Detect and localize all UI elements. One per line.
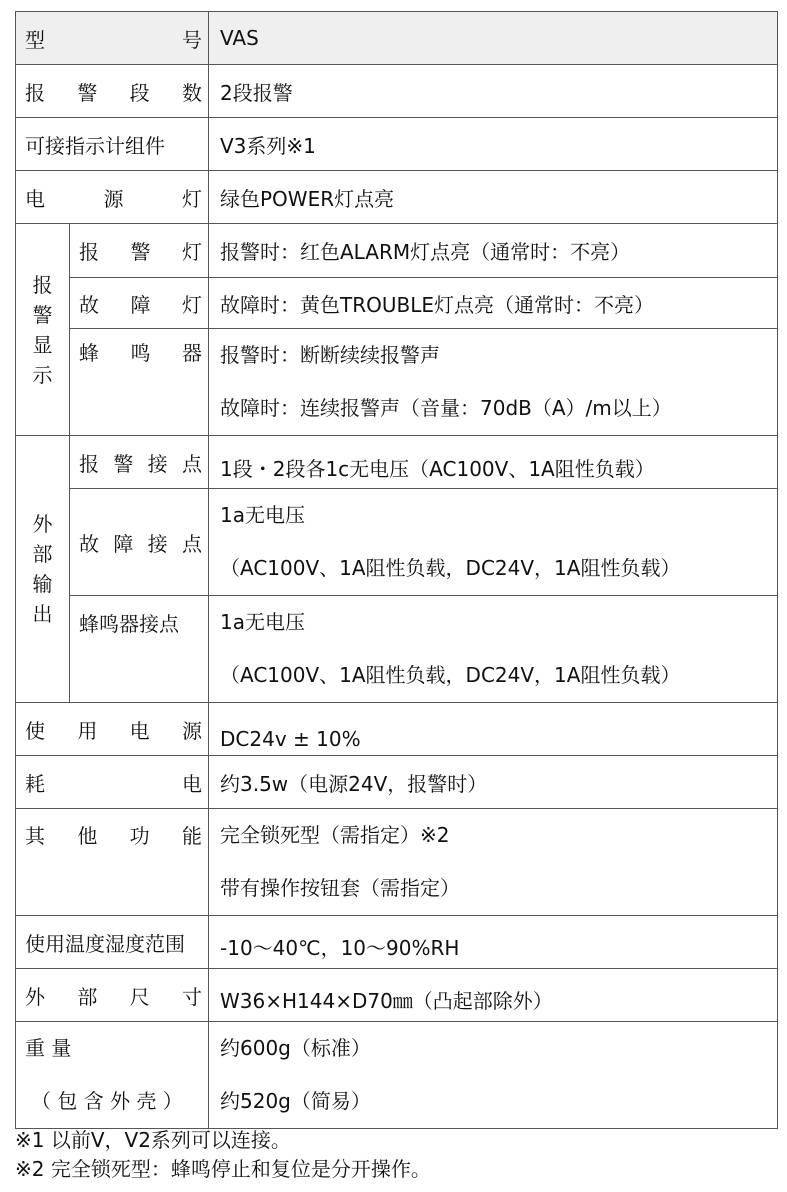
value-power-supply: DC24v ± 10%	[209, 703, 778, 756]
label-compatible-components: 可接指示计组件	[16, 118, 209, 171]
label-buzzer-contact: 蜂鸣器接点	[70, 596, 209, 703]
label-char: 接	[147, 531, 168, 556]
label-char: 障	[113, 531, 134, 556]
row-alarm-contact	[16, 436, 778, 489]
label-char: 使	[25, 718, 45, 743]
value-alarm-lamp: 报警时：红色ALARM灯点亮（通常时：不亮）	[209, 224, 778, 278]
label-char: 功	[129, 823, 150, 848]
label-char: 型	[25, 27, 45, 52]
row-buzzer	[16, 329, 778, 436]
label-alarm-lamp	[70, 224, 209, 278]
row-trouble-lamp	[16, 278, 778, 329]
value-line: 1a无电压	[220, 503, 305, 527]
label-weight	[16, 1022, 209, 1129]
label-alarm-stages	[16, 65, 209, 118]
row-dimensions	[16, 969, 778, 1022]
value-line: （AC100V、1A阻性负载，DC24V，1A阻性负载）	[220, 556, 681, 580]
label-char: 外	[25, 984, 45, 1009]
label-char: 耗	[25, 771, 45, 796]
label-char: 外	[110, 1089, 131, 1113]
group-external-output	[16, 436, 70, 703]
label-char: 故	[79, 292, 99, 317]
value-buzzer	[209, 329, 778, 436]
label-char: 他	[77, 823, 98, 848]
label-char: 源	[181, 718, 202, 743]
label-char: 段	[129, 80, 150, 105]
footnote-1: ※1 以前V，V2系列可以连接。	[15, 1128, 291, 1152]
label-char: 鸣	[130, 340, 151, 365]
label-model	[16, 12, 209, 65]
label-char: 电	[182, 771, 202, 796]
label-char: 灯	[182, 186, 202, 211]
footnotes	[15, 1126, 431, 1184]
label-char: 点	[181, 451, 202, 476]
group-label-text: 外部输出	[32, 512, 53, 626]
label-char: 重	[25, 1036, 45, 1060]
value-line: （AC100V、1A阻性负载，DC24V，1A阻性负载）	[220, 663, 681, 687]
label-char: 电	[25, 186, 45, 211]
label-char: 报	[79, 451, 99, 476]
row-trouble-contact	[16, 489, 778, 596]
label-other-functions	[16, 809, 209, 916]
label-char: 包	[57, 1089, 78, 1113]
footnote-2: ※2 完全锁死型：蜂鸣停止和复位是分开操作。	[15, 1157, 431, 1181]
label-char: 其	[25, 823, 45, 848]
label-char: 障	[130, 292, 151, 317]
value-alarm-stages: 2段报警	[209, 65, 778, 118]
label-char: 故	[79, 531, 99, 556]
label-char: 器	[182, 340, 202, 365]
label-char: 警	[113, 451, 134, 476]
value-operating-range: -10～40℃，10～90%RH	[209, 916, 778, 969]
value-trouble-lamp: 故障时：黄色TROUBLE灯点亮（通常时：不亮）	[209, 278, 778, 329]
label-dimensions	[16, 969, 209, 1022]
value-dimensions: W36×H144×D70㎜（凸起部除外）	[209, 969, 778, 1022]
value-trouble-contact	[209, 489, 778, 596]
value-line: 约520g（简易）	[220, 1089, 371, 1113]
value-model: VAS	[209, 12, 778, 65]
label-char: 含	[83, 1089, 104, 1113]
value-line: 带有操作按钮套（需指定）	[220, 876, 460, 900]
label-char: 能	[181, 823, 202, 848]
label-char: 灯	[182, 240, 202, 264]
label-char: 灯	[182, 292, 202, 317]
spec-table	[15, 11, 778, 1129]
label-char: 报	[25, 80, 45, 105]
value-alarm-contact: 1段・2段各1c无电压（AC100V、1A阻性负载）	[209, 436, 778, 489]
value-line: 约600g（标准）	[220, 1036, 371, 1060]
label-alarm-contact	[70, 436, 209, 489]
value-compatible-components: V3系列※1	[209, 118, 778, 171]
label-char: 部	[77, 984, 98, 1009]
value-buzzer-contact	[209, 596, 778, 703]
label-char: 警	[77, 80, 98, 105]
label-char: 警	[130, 240, 151, 264]
label-operating-range: 使用温度湿度范围	[16, 916, 209, 969]
label-char: 壳	[136, 1089, 157, 1113]
row-weight	[16, 1022, 778, 1129]
row-power-lamp	[16, 171, 778, 224]
value-weight	[209, 1022, 778, 1129]
row-power-supply	[16, 703, 778, 756]
label-char: 蜂	[79, 340, 99, 365]
row-alarm-stages	[16, 65, 778, 118]
label-char: 量	[51, 1036, 72, 1060]
label-power-supply	[16, 703, 209, 756]
value-other-functions	[209, 809, 778, 916]
label-char: 用	[77, 718, 98, 743]
group-alarm-display	[16, 224, 70, 436]
label-char: 电	[129, 718, 150, 743]
value-power-lamp: 绿色POWER灯点亮	[209, 171, 778, 224]
label-char: 报	[79, 240, 99, 264]
row-other-functions	[16, 809, 778, 916]
value-line: 故障时：连续报警声（音量：70dB（A）/m以上）	[220, 396, 672, 420]
value-power-consumption: 约3.5w（电源24V，报警时）	[209, 756, 778, 809]
label-char: 点	[181, 531, 202, 556]
value-line: 1a无电压	[220, 610, 305, 634]
row-compatible-components	[16, 118, 778, 171]
group-label-text: 报警显示	[32, 272, 53, 387]
row-power-consumption	[16, 756, 778, 809]
label-buzzer	[70, 329, 209, 436]
label-trouble-lamp	[70, 278, 209, 329]
row-buzzer-contact	[16, 596, 778, 703]
label-char: 源	[103, 186, 124, 211]
label-char: （	[31, 1089, 51, 1113]
label-char: 寸	[181, 984, 202, 1009]
label-power-lamp	[16, 171, 209, 224]
row-alarm-lamp	[16, 224, 778, 278]
label-char: 号	[182, 27, 202, 52]
label-char: 数	[181, 80, 202, 105]
row-operating-range	[16, 916, 778, 969]
label-char: 接	[147, 451, 168, 476]
value-line: 报警时：断断续续报警声	[220, 343, 440, 367]
value-line: 完全锁死型（需指定）※2	[220, 823, 450, 847]
row-model	[16, 12, 778, 65]
label-char: ）	[162, 1089, 183, 1113]
label-char: 尺	[129, 984, 150, 1009]
label-trouble-contact	[70, 489, 209, 596]
label-power-consumption	[16, 756, 209, 809]
